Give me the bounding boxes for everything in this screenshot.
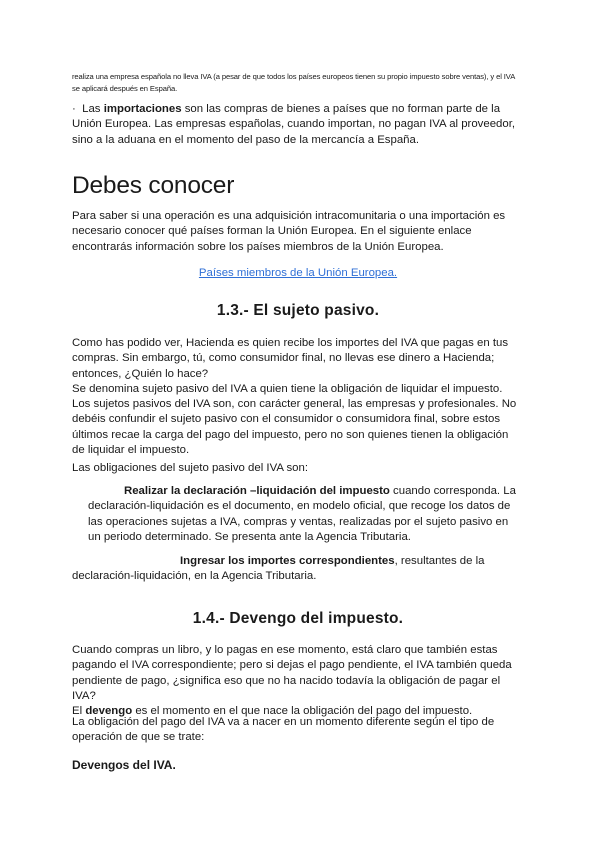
obligaciones-intro: Las obligaciones del sujeto pasivo del IVA son:: [72, 462, 308, 474]
obligation-ingresar: [72, 554, 524, 585]
obligation-declaracion: [72, 484, 524, 545]
devengo-term: devengo: [85, 705, 133, 718]
section-1-3-heading: 1.3.- El sujeto pasivo.: [216, 302, 380, 319]
sujetos-pasivos-paragraph: Los sujetos pasivos del IVA son, con carácter general, las empresas y profesionales. No debéis confundir el sujeto pasivo con el consumidor o consumidora final, sobre estos últimos recae la carga del pago del impuesto, pero no son quienes tienen la obligación de liquidar el impuesto.: [72, 398, 517, 457]
devengos-subheading: Devengos del IVA.: [72, 758, 176, 772]
section-1-3-body: [72, 336, 524, 458]
paises-miembros-link[interactable]: Países miembros de la Unión Europea.: [198, 267, 398, 279]
link-container: [72, 263, 524, 281]
devengo-timing-paragraph: La obligación del pago del IVA va a nacer en un momento diferente según el tipo de operación de que se trate:: [72, 716, 495, 744]
obligation-declaracion-text: cuando corresponda. La declaración-liquidación es el documento, en modelo oficial, que recoge los datos de las operaciones sujetas a IVA, compras y ventas, realizadas por el sujeto pasivo en un periodo determinado. Se presenta ante la Agencia Tributaria.: [88, 485, 516, 543]
section-1-4-body: [72, 643, 524, 719]
section-1-4-heading: 1.4.- Devengo del impuesto.: [192, 610, 404, 627]
debes-conocer-heading: Debes conocer: [72, 172, 235, 199]
sujeto-pasivo-definition: Se denomina sujeto pasivo del IVA a quien tiene la obligación de liquidar el impuesto.: [72, 382, 503, 395]
importaciones-term: importaciones: [103, 103, 182, 115]
debes-conocer-text: Para saber si una operación es una adquisición intracomunitaria o una importación es necesario conocer qué países forman la Unión Europea. En el siguiente enlace encontrarás información sobre los países miembros de la Unión Europea.: [72, 210, 506, 253]
previous-page-fragment: realiza una empresa española no lleva IVA (a pesar de que todos los países europeos tienen su propio impuesto sobre ventas), y el IVA se aplicará después en España.: [72, 72, 515, 93]
importaciones-paragraph: [72, 102, 524, 148]
sujeto-pasivo-intro: Como has podido ver, Hacienda es quien recibe los importes del IVA que pagas en tus compras. Sin embargo, tú, como consumidor final, no llevas ese dinero a Hacienda; entonces, ¿Quién lo hace?: [72, 337, 509, 380]
devengo-lead: El: [72, 705, 83, 718]
obligation-declaracion-title: Realizar la declaración –liquidación del impuesto: [124, 485, 390, 497]
importaciones-lead: Las: [82, 103, 101, 115]
devengo-text: es el momento en el que nace la obligación del pago del impuesto.: [135, 705, 473, 718]
obligation-ingresar-text: , resultantes de la declaración-liquidación, en la Agencia Tributaria.: [72, 555, 485, 583]
bullet: ·: [72, 103, 76, 115]
obligation-ingresar-title: Ingresar los importes correspondientes: [180, 555, 395, 567]
importaciones-text: son las compras de bienes a países que no forman parte de la Unión Europea. Las empresas españolas, cuando importan, no pagan IVA al proveedor, sino a la aduana en el momento del paso de la mercancía a España.: [72, 103, 516, 146]
devengo-intro: Cuando compras un libro, y lo pagas en ese momento, está claro que también estas pagando el IVA correspondiente; pero si dejas el pago pendiente, el IVA también queda pendiente de pago, ¿significa eso que no ha nacido todavía la obligación de pagar el IVA?: [72, 644, 512, 702]
